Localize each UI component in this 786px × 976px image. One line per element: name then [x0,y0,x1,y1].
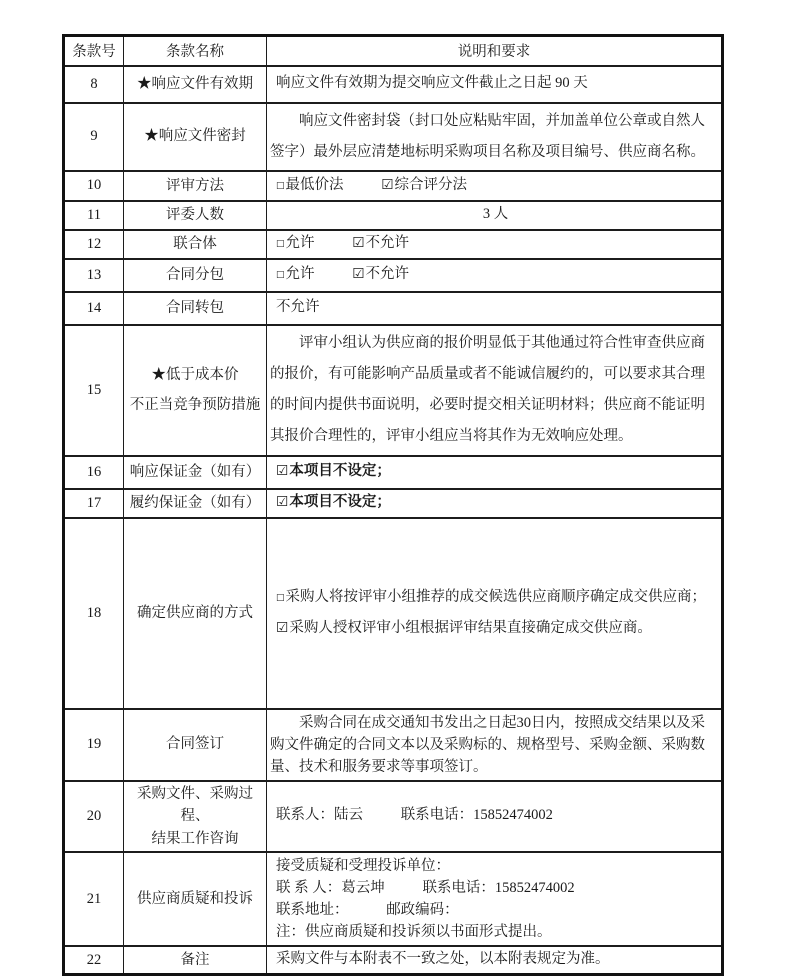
description-line [276,461,715,483]
clause-number: 20 [64,781,124,852]
unchecked-checkbox-icon: □ [276,592,286,603]
text-segment: 采购人授权评审小组根据评审结果直接确定成交供应商。 [289,620,652,637]
description-line [276,297,715,319]
description-line [276,805,715,827]
description-line [276,175,715,197]
unchecked-checkbox-icon: □ [276,270,286,281]
clause-description [267,230,723,259]
checked-checkbox-icon: ☑ [352,266,366,283]
clause-name: 合同签订 [124,709,267,781]
clause-name: 确定供应商的方式 [124,518,267,709]
table-row [64,852,723,946]
text-segment: 3 人 [482,206,509,223]
clause-number: 8 [64,66,124,103]
checked-checkbox-icon: ☑ [381,176,395,193]
text-segment: 注：供应商质疑和投诉须以书面形式提出。 [276,924,552,941]
clause-number: 18 [64,518,124,709]
clause-number: 13 [64,259,124,292]
table-row [64,201,723,230]
description-line [276,264,715,286]
clause-name: ★低于成本价 不正当竞争预防措施 [124,325,267,456]
clause-number: 15 [64,325,124,456]
table-row [64,489,723,518]
clause-number: 11 [64,201,124,230]
clauses-table [62,34,724,976]
clause-name: ★响应文件有效期 [124,66,267,103]
description-line [276,492,715,514]
checked-checkbox-icon: ☑ [276,620,290,637]
table-row [64,259,723,292]
table-row [64,230,723,259]
text-segment: 联系电话：15852474002 [422,880,575,897]
description-line [276,921,715,943]
text-segment: 响应文件密封袋（封口处应粘贴牢固，并加盖单位公章或自然人签字）最外层应清楚地标明采购项目名称及项目编号、供应商名称。 [270,112,705,160]
clause-description [267,709,723,781]
header-description: 说明和要求 [267,36,723,66]
text-segment: 最低价法 [285,176,344,193]
description-line [276,877,715,899]
clause-description [267,325,723,456]
clause-description [267,852,723,946]
header-clause-name: 条款名称 [124,36,267,66]
description-line [276,204,715,226]
clause-description [267,103,723,171]
clause-number: 14 [64,292,124,325]
text-segment: 不允许 [365,266,410,283]
clause-number: 9 [64,103,124,171]
clause-number: 12 [64,230,124,259]
clause-description [267,518,723,709]
unchecked-checkbox-icon: □ [276,239,286,250]
table-body [64,66,723,975]
text-segment: 联系电话：15852474002 [400,807,553,824]
text-segment: 联 系 人：葛云坤 [276,880,385,897]
table-row [64,325,723,456]
clause-name: 合同分包 [124,259,267,292]
table-row [64,518,723,709]
clause-name: 备注 [124,946,267,974]
description-line [276,233,715,255]
clause-number: 19 [64,709,124,781]
text-segment: 允许 [285,266,315,283]
table-row [64,781,723,852]
text-segment: 采购合同在成交通知书发出之日起30日内，按照成交结果以及采购文件确定的合同文本以及采购标的、规格型号、采购金额、采购数量、技术和服务要求等事项签订。 [270,714,705,775]
text-segment: 评审小组认为供应商的报价明显低于其他通过符合性审查供应商的报价，有可能影响产品质量或者不能诚信履约的，可以要求其合理的时间内提供书面说明，必要时提交相关证明材料；供应商不能证明其报价合理性的，评审小组应当将其作为无效响应处理。 [270,334,705,445]
clause-name: 响应保证金（如有） [124,456,267,489]
text-segment: 不允许 [276,299,320,316]
checked-checkbox-icon: ☑ [276,463,290,480]
table-row [64,66,723,103]
clause-name: ★响应文件密封 [124,103,267,171]
clause-number: 10 [64,171,124,201]
clause-description [267,201,723,230]
clause-description [267,171,723,201]
clause-name: 采购文件、采购过程、 结果工作咨询 [124,781,267,852]
clause-name: 评委人数 [124,201,267,230]
description-line [276,855,715,877]
text-segment: 响应文件有效期为提交响应文件截止之日起 90 天 [276,75,588,92]
text-segment: 综合评分法 [394,176,468,193]
description-line [276,582,715,613]
header-row [64,36,723,66]
clause-number: 21 [64,852,124,946]
table-row [64,456,723,489]
text-segment: 本项目不设定； [289,494,391,511]
description-line [270,712,715,778]
text-segment: 联系人：陆云 [276,807,363,824]
clause-name: 履约保证金（如有） [124,489,267,518]
table-row [64,946,723,974]
clause-number: 16 [64,456,124,489]
checked-checkbox-icon: ☑ [276,494,290,511]
text-segment: 允许 [285,235,315,252]
clause-description [267,66,723,103]
clause-name: 合同转包 [124,292,267,325]
clause-description [267,292,723,325]
description-line [276,613,715,644]
table-row [64,292,723,325]
clause-name: 评审方法 [124,171,267,201]
text-segment: 采购文件与本附表不一致之处，以本附表规定为准。 [276,951,610,968]
text-segment: 接受质疑和受理投诉单位： [276,858,450,875]
clause-description [267,489,723,518]
table-row [64,709,723,781]
text-segment: 不允许 [365,235,410,252]
description-line [276,73,715,95]
description-line [270,106,715,168]
clause-description [267,259,723,292]
description-line [276,949,715,971]
text-segment: 联系地址： [276,902,349,919]
table-row [64,103,723,171]
text-segment: 本项目不设定； [289,463,391,480]
clause-description [267,781,723,852]
clause-number: 17 [64,489,124,518]
clause-name: 供应商质疑和投诉 [124,852,267,946]
clause-description [267,946,723,974]
checked-checkbox-icon: ☑ [352,235,366,252]
text-segment: 采购人将按评审小组推荐的成交候选供应商顺序确定成交供应商； [285,588,706,605]
unchecked-checkbox-icon: □ [276,180,286,191]
header-clause-number: 条款号 [64,36,124,66]
description-line [276,899,715,921]
table-row [64,171,723,201]
description-line [270,328,715,453]
clause-number: 22 [64,946,124,974]
clause-description [267,456,723,489]
clause-name: 联合体 [124,230,267,259]
text-segment: 邮政编码： [386,902,459,919]
